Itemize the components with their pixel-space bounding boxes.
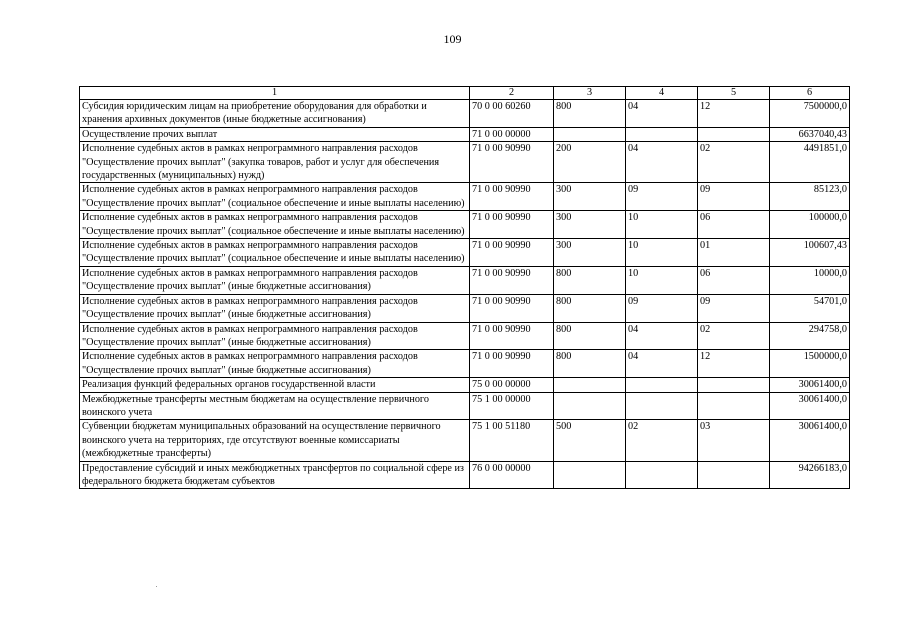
row-name-cell: Исполнение судебных актов в рамках непрограммного направления расходов "Осуществление прочих выплат" (социальное обеспечение и иные выплаты населению): [80, 211, 470, 239]
row-vr-cell: 300: [554, 183, 626, 211]
row-section-cell: 10: [626, 211, 698, 239]
header-cell-1: 1: [80, 87, 470, 100]
row-subsection-cell: 06: [698, 266, 770, 294]
row-subsection-cell: 12: [698, 350, 770, 378]
row-vr-cell: [554, 461, 626, 489]
row-name-cell: Исполнение судебных актов в рамках непрограммного направления расходов "Осуществление прочих выплат" (иные бюджетные ассигнования): [80, 322, 470, 350]
table-row: [80, 142, 850, 183]
row-name-cell: Исполнение судебных актов в рамках непрограммного направления расходов "Осуществление прочих выплат" (иные бюджетные ассигнования): [80, 350, 470, 378]
row-code-cell: 71 0 00 90990: [470, 142, 554, 183]
row-section-cell: 04: [626, 350, 698, 378]
row-section-cell: 02: [626, 420, 698, 461]
row-section-cell: [626, 127, 698, 141]
row-name-cell: Исполнение судебных актов в рамках непрограммного направления расходов "Осуществление прочих выплат" (закупка товаров, работ и услуг для обеспечения государственных (муниципальных) нужд): [80, 142, 470, 183]
table-row: [80, 350, 850, 378]
row-section-cell: 09: [626, 294, 698, 322]
row-code-cell: 71 0 00 90990: [470, 350, 554, 378]
row-code-cell: 71 0 00 90990: [470, 239, 554, 267]
table-row: [80, 461, 850, 489]
row-sum-cell: 4491851,0: [770, 142, 850, 183]
row-section-cell: 10: [626, 266, 698, 294]
header-cell-2: 2: [470, 87, 554, 100]
row-vr-cell: 300: [554, 239, 626, 267]
row-subsection-cell: 02: [698, 142, 770, 183]
row-subsection-cell: 12: [698, 100, 770, 128]
scan-speck: [156, 586, 157, 587]
row-section-cell: 04: [626, 322, 698, 350]
row-subsection-cell: 09: [698, 183, 770, 211]
page-number: 109: [443, 32, 462, 46]
header-row: [80, 87, 850, 100]
row-subsection-cell: [698, 127, 770, 141]
row-name-cell: Предоставление субсидий и иных межбюджетных трансфертов по социальной сфере из федерального бюджета бюджетам субъектов: [80, 461, 470, 489]
row-code-cell: 76 0 00 00000: [470, 461, 554, 489]
row-code-cell: 71 0 00 00000: [470, 127, 554, 141]
row-name-cell: Субвенции бюджетам муниципальных образований на осуществление первичного воинского учета на территориях, где отсутствуют военные комиссариаты (межбюджетные трансферты): [80, 420, 470, 461]
row-section-cell: 10: [626, 239, 698, 267]
table-row: [80, 239, 850, 267]
table-row: [80, 322, 850, 350]
row-code-cell: 75 0 00 00000: [470, 378, 554, 392]
row-subsection-cell: [698, 378, 770, 392]
table-row: [80, 127, 850, 141]
row-name-cell: Исполнение судебных актов в рамках непрограммного направления расходов "Осуществление прочих выплат" (социальное обеспечение и иные выплаты населению): [80, 183, 470, 211]
row-sum-cell: 1500000,0: [770, 350, 850, 378]
budget-table: [79, 86, 850, 489]
row-sum-cell: 6637040,43: [770, 127, 850, 141]
row-vr-cell: 800: [554, 100, 626, 128]
row-sum-cell: 54701,0: [770, 294, 850, 322]
row-sum-cell: 94266183,0: [770, 461, 850, 489]
table-row: [80, 100, 850, 128]
row-section-cell: [626, 392, 698, 420]
row-sum-cell: 7500000,0: [770, 100, 850, 128]
row-name-cell: Субсидия юридическим лицам на приобретение оборудования для обработки и хранения архивных документов (иные бюджетные ассигнования): [80, 100, 470, 128]
row-subsection-cell: 01: [698, 239, 770, 267]
row-vr-cell: 300: [554, 211, 626, 239]
row-vr-cell: [554, 127, 626, 141]
header-cell-5: 5: [698, 87, 770, 100]
row-name-cell: Исполнение судебных актов в рамках непрограммного направления расходов "Осуществление прочих выплат" (иные бюджетные ассигнования): [80, 294, 470, 322]
row-vr-cell: 800: [554, 266, 626, 294]
row-name-cell: Межбюджетные трансферты местным бюджетам на осуществление первичного воинского учета: [80, 392, 470, 420]
row-code-cell: 71 0 00 90990: [470, 266, 554, 294]
row-subsection-cell: [698, 392, 770, 420]
row-code-cell: 71 0 00 90990: [470, 294, 554, 322]
row-section-cell: 04: [626, 142, 698, 183]
table-row: [80, 392, 850, 420]
row-vr-cell: 800: [554, 294, 626, 322]
row-subsection-cell: 06: [698, 211, 770, 239]
header-cell-4: 4: [626, 87, 698, 100]
row-vr-cell: [554, 378, 626, 392]
row-sum-cell: 10000,0: [770, 266, 850, 294]
table-row: [80, 294, 850, 322]
row-sum-cell: 100607,43: [770, 239, 850, 267]
row-sum-cell: 30061400,0: [770, 420, 850, 461]
row-sum-cell: 85123,0: [770, 183, 850, 211]
row-code-cell: 71 0 00 90990: [470, 322, 554, 350]
row-vr-cell: 500: [554, 420, 626, 461]
header-cell-3: 3: [554, 87, 626, 100]
row-name-cell: Осуществление прочих выплат: [80, 127, 470, 141]
row-sum-cell: 100000,0: [770, 211, 850, 239]
row-code-cell: 70 0 00 60260: [470, 100, 554, 128]
header-cell-6: 6: [770, 87, 850, 100]
row-vr-cell: 800: [554, 350, 626, 378]
row-vr-cell: [554, 392, 626, 420]
row-code-cell: 71 0 00 90990: [470, 211, 554, 239]
row-name-cell: Исполнение судебных актов в рамках непрограммного направления расходов "Осуществление прочих выплат" (иные бюджетные ассигнования): [80, 266, 470, 294]
row-section-cell: 09: [626, 183, 698, 211]
row-sum-cell: 30061400,0: [770, 392, 850, 420]
row-section-cell: 04: [626, 100, 698, 128]
table-row: [80, 378, 850, 392]
table-row: [80, 266, 850, 294]
row-name-cell: Реализация функций федеральных органов государственной власти: [80, 378, 470, 392]
row-section-cell: [626, 378, 698, 392]
row-subsection-cell: 09: [698, 294, 770, 322]
table-row: [80, 183, 850, 211]
row-code-cell: 75 1 00 51180: [470, 420, 554, 461]
row-name-cell: Исполнение судебных актов в рамках непрограммного направления расходов "Осуществление прочих выплат" (социальное обеспечение и иные выплаты населению): [80, 239, 470, 267]
row-subsection-cell: 02: [698, 322, 770, 350]
row-subsection-cell: [698, 461, 770, 489]
table-row: [80, 211, 850, 239]
row-section-cell: [626, 461, 698, 489]
row-code-cell: 75 1 00 00000: [470, 392, 554, 420]
table-row: [80, 420, 850, 461]
row-vr-cell: 200: [554, 142, 626, 183]
row-subsection-cell: 03: [698, 420, 770, 461]
row-sum-cell: 30061400,0: [770, 378, 850, 392]
row-vr-cell: 800: [554, 322, 626, 350]
row-code-cell: 71 0 00 90990: [470, 183, 554, 211]
row-sum-cell: 294758,0: [770, 322, 850, 350]
